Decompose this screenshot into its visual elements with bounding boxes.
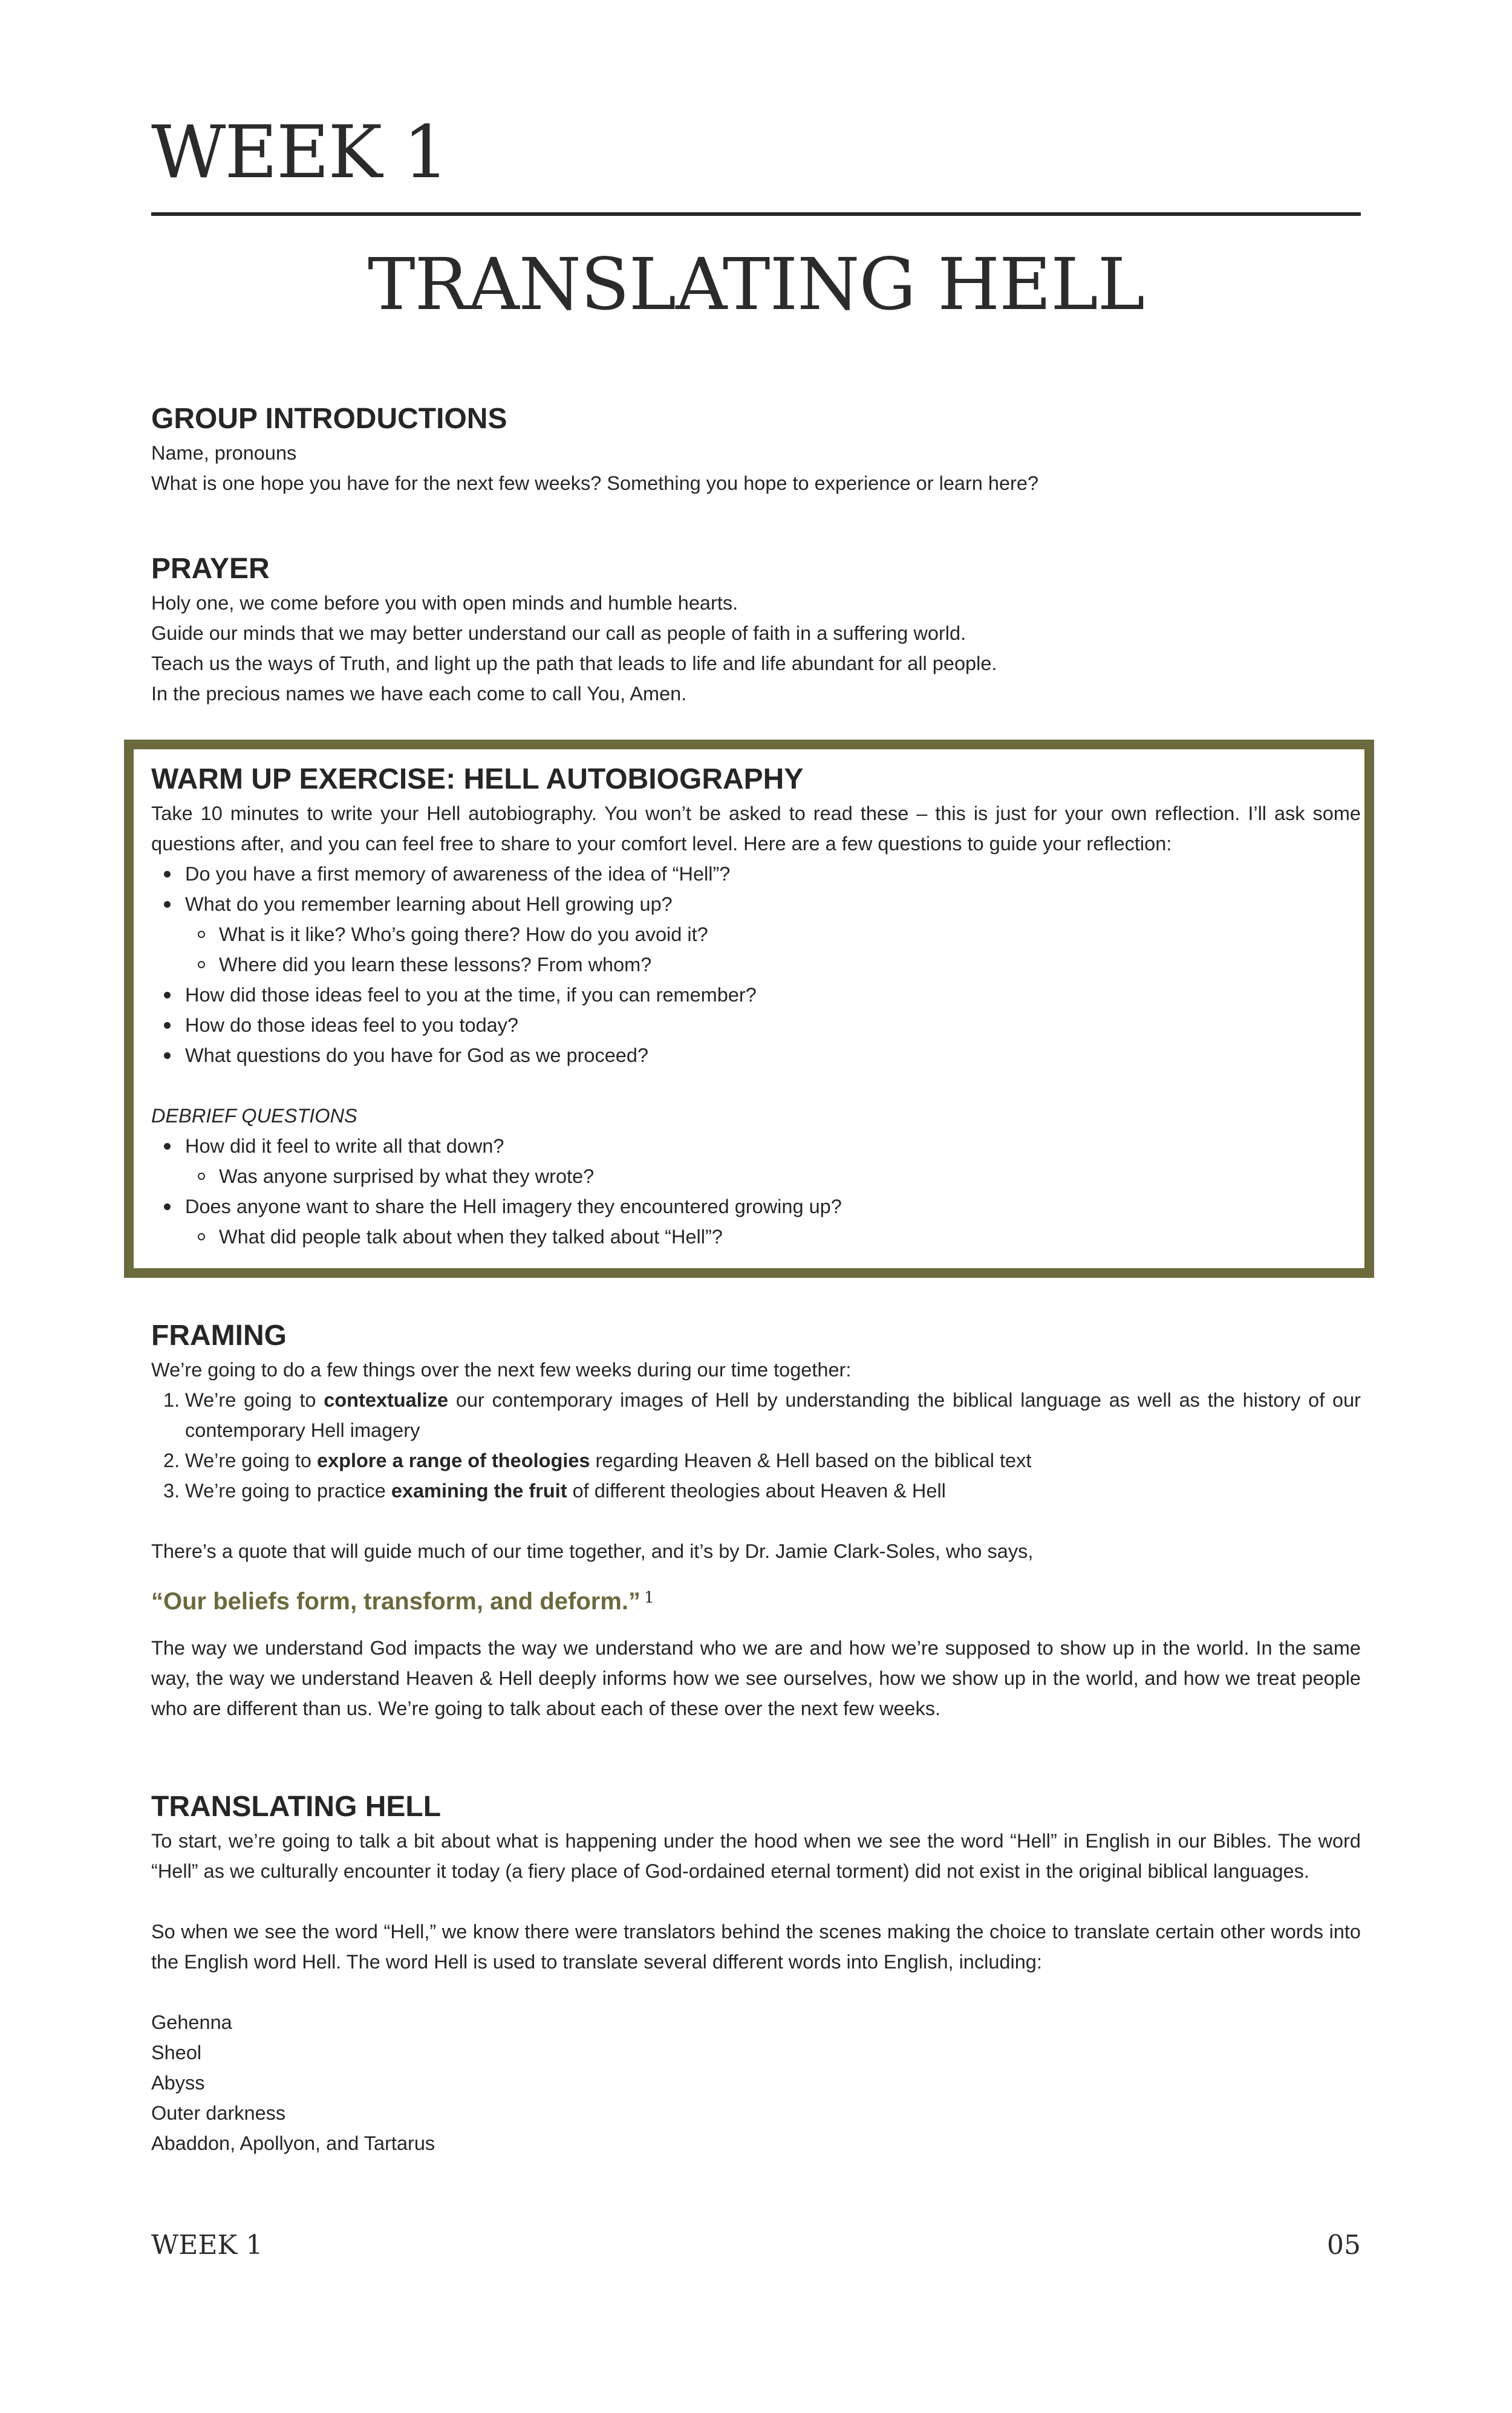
list-item: Where did you learn these lessons? From whom? xyxy=(151,949,1361,980)
list-item: Was anyone surprised by what they wrote? xyxy=(151,1161,1361,1191)
list-item: What is it like? Who’s going there? How do you avoid it? xyxy=(151,919,1361,949)
warmup-exercise-section xyxy=(151,761,1361,1252)
hollow-bullet-icon xyxy=(198,961,205,968)
bullet-icon xyxy=(164,1143,171,1150)
translating-paragraph: To start, we’re going to talk a bit about what is happening under the hood when we see the word “Hell” in English in our Bibles. The word “Hell” as we culturally encounter it today (a fiery place of God-ordained eternal torment) did not exist in the original biblical languages. xyxy=(151,1830,1361,1882)
pull-quote: “Our beliefs form, transform, and deform.” $^1$ xyxy=(151,1588,654,1615)
bullet-icon xyxy=(164,1052,171,1059)
footer-week-label: WEEK 1 xyxy=(151,2230,263,2261)
warmup-heading: WARM UP EXERCISE: HELL AUTOBIOGRAPHY xyxy=(151,763,804,795)
prayer-section xyxy=(151,550,1361,709)
week-title: WEEK 1 xyxy=(151,111,448,195)
prayer-line: Teach us the ways of Truth, and light up the path that leads to life and life abundant for all people. xyxy=(151,653,997,674)
list-item: How did it feel to write all that down? xyxy=(151,1131,1361,1161)
list-item: Does anyone want to share the Hell imagery they encountered growing up? xyxy=(151,1191,1361,1222)
framing-section xyxy=(151,1317,1361,1724)
translating-hell-section xyxy=(151,1788,1361,2158)
spacer xyxy=(151,1886,1361,1916)
framing-intro: We’re going to do a few things over the next few weeks during our time together: xyxy=(151,1359,852,1381)
prayer-line: Guide our minds that we may better understand our call as people of faith in a suffering world. xyxy=(151,622,966,644)
framing-heading: FRAMING xyxy=(151,1320,287,1352)
hollow-bullet-icon xyxy=(198,1233,205,1240)
list-item: What did people talk about when they talked about “Hell”? xyxy=(151,1222,1361,1252)
page-number: 05 xyxy=(1327,2230,1361,2261)
spacer xyxy=(151,1070,1361,1101)
bullet-icon xyxy=(164,1022,171,1029)
spacer xyxy=(151,1977,1361,2007)
spacer xyxy=(151,1566,1361,1583)
group-introductions-section xyxy=(151,400,1361,498)
page-title: TRANSLATING HELL xyxy=(367,243,1145,326)
title-divider xyxy=(151,212,1361,216)
bullet-icon xyxy=(164,1203,171,1210)
bullet-icon xyxy=(164,901,171,908)
framing-list xyxy=(151,1385,1361,1506)
list-item: 3. We’re going to practice examining the fruit of different theologies about Heaven & Hell xyxy=(163,1480,946,1502)
debrief-heading: DEBRIEF QUESTIONS xyxy=(151,1105,357,1127)
list-item: How do those ideas feel to you today? xyxy=(151,1010,1361,1040)
quote-intro: There’s a quote that will guide much of our time together, and it’s by Dr. Jamie Clark-Soles, who says, xyxy=(151,1540,1034,1562)
term-item: Abyss xyxy=(151,2072,205,2094)
group-introductions-heading: GROUP INTRODUCTIONS xyxy=(151,403,507,435)
footnote-mark: 1 xyxy=(644,1589,654,1607)
bullet-icon xyxy=(164,871,171,878)
list-item: What do you remember learning about Hell growing up? xyxy=(151,889,1361,919)
prayer-heading: PRAYER xyxy=(151,553,270,585)
list-item: Do you have a first memory of awareness of the idea of “Hell”? xyxy=(151,859,1361,889)
term-item: Abaddon, Apollyon, and Tartarus xyxy=(151,2132,435,2154)
warmup-intro: Take 10 minutes to write your Hell autobiography. You won’t be asked to read these – this is just for your own reflection. I’ll ask some questions after, and you can feel free to share to your comfort level. Here are a few questions to guide your reflection: xyxy=(151,803,1361,855)
spacer xyxy=(151,1620,1361,1633)
prayer-line: Holy one, we come before you with open minds and humble hearts. xyxy=(151,592,738,614)
framing-closing: The way we understand God impacts the way we understand who we are and how we’re supposed to show up in the world. In the same way, the way we understand Heaven & Hell deeply informs how we see ourselves, how we show up in the world, and how we treat people who are different than us. We’re going to talk about each of these over the next few weeks. xyxy=(151,1637,1361,1719)
intro-line: Name, pronouns xyxy=(151,442,297,464)
hollow-bullet-icon xyxy=(198,931,205,938)
term-item: Outer darkness xyxy=(151,2102,286,2124)
bullet-icon xyxy=(164,992,171,998)
list-item: What questions do you have for God as we proceed? xyxy=(151,1040,1361,1070)
term-item: Sheol xyxy=(151,2042,202,2063)
intro-line: What is one hope you have for the next few weeks? Something you hope to experience or learn here? xyxy=(151,472,1039,494)
translating-hell-heading: TRANSLATING HELL xyxy=(151,1791,442,1823)
translating-paragraph: So when we see the word “Hell,” we know there were translators behind the scenes making the choice to translate certain other words into the English word Hell. The word Hell is used to translate several different words into English, including: xyxy=(151,1921,1361,1973)
list-item: 2. We’re going to explore a range of theologies regarding Heaven & Hell based on the biblical text xyxy=(163,1450,1032,1471)
term-item: Gehenna xyxy=(151,2011,232,2033)
list-item: How did those ideas feel to you at the time, if you can remember? xyxy=(151,980,1361,1010)
list-item: 1. We’re going to contextualize our contemporary images of Hell by understanding the biblical language as well as the history of our contemporary Hell imagery xyxy=(163,1389,1361,1441)
prayer-line: In the precious names we have each come to call You, Amen. xyxy=(151,683,687,705)
spacer xyxy=(151,1506,1361,1536)
warmup-question-list xyxy=(151,859,1361,1070)
hollow-bullet-icon xyxy=(198,1173,205,1180)
debrief-question-list xyxy=(151,1131,1361,1252)
